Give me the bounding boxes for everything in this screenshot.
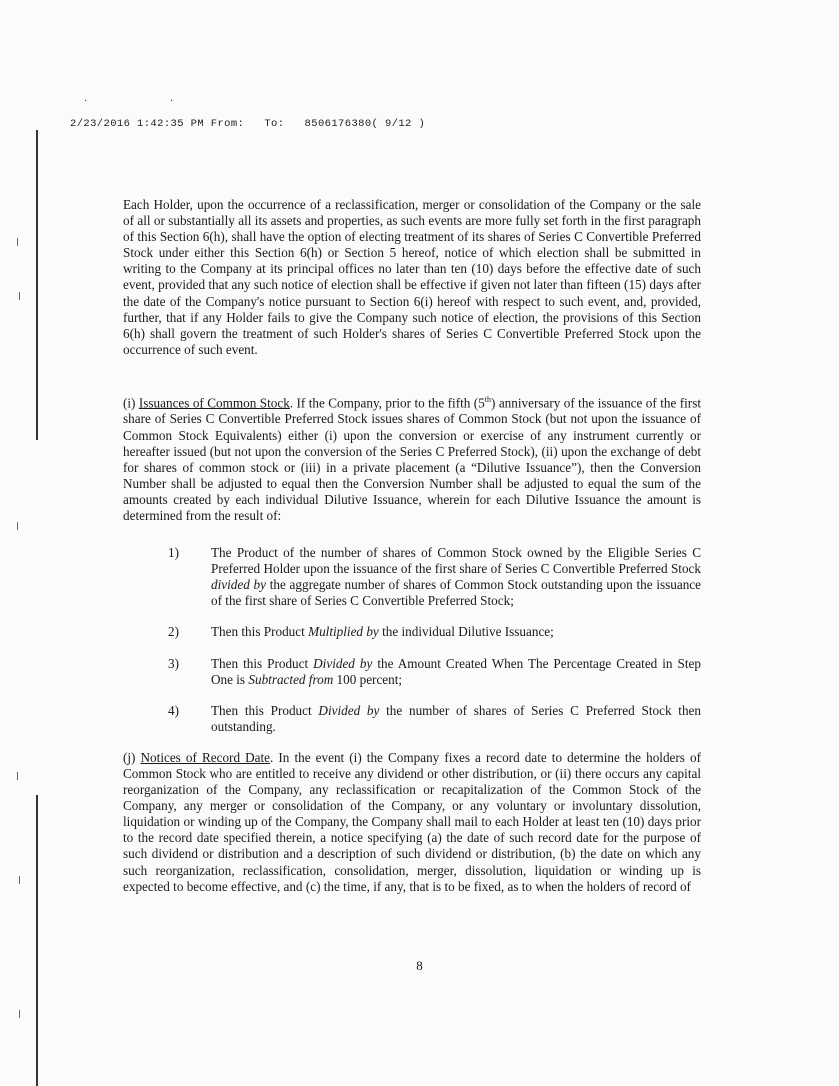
document-body: [123, 197, 701, 895]
step-emphasis-2: Subtracted from: [248, 671, 334, 687]
margin-line-top: [36, 130, 38, 440]
paragraph-section-6h: Each Holder, upon the occurrence of a reclassification, merger or consolidation of the Company or the sale of all or substantially all its assets and properties, as such events are more fully set forth in the first paragraph of this Section 6(h), shall have the option of electing treatment of its shares of Series C Convertible Preferred Stock under either this Section 6(h) or Section 5 hereof, notice of which election shall be submitted in writing to the Company at its principal offices no later than ten (10) days before the effective date of such event, provided that any such notice of election shall be effective if given not later than fifteen (15) days after the date of the Company's notice pursuant to Section 6(i) hereof with respect to such event, and, provided, further, that if any Holder fails to give the Company such notice of election, the provisions of this Section 6(h) shall govern the treatment of such Holder's shares of Series C Convertible Preferred Stock upon the occurrence of such event.: [123, 197, 701, 357]
list-item: [123, 624, 701, 640]
margin-tick: [17, 772, 18, 780]
step-text-a: Then this Product: [211, 624, 309, 640]
section-i-prefix: (i): [123, 395, 139, 411]
section-i-text-b: ) anniversary of the issuance of the first share of Series C Convertible Preferred Stock issues shares of Common Stock (but not upon the issuance of Common Stock Equivalents) either (i) upon the conversion or exercise of any instrument currently or hereafter issued (but not upon the conversion of the Series C Preferred Stock), (ii) upon the exchange of debt for shares of common stock or (iii) in a private placement (a “Dilutive Issuance”), then the Conversion Number shall be adjusted to equal then the Conversion Number shall be adjusted to equal the sum of the amounts created by each individual Dilutive Issuance, wherein for each Dilutive Issuance the amount is determined from the result of:: [123, 395, 701, 523]
list-item: [123, 703, 701, 735]
margin-tick: [19, 876, 20, 884]
step-text-b: the individual Dilutive Issuance;: [378, 624, 554, 640]
step-text-a: Then this Product: [211, 655, 314, 671]
section-j-heading: Notices of Record Date: [140, 749, 271, 765]
step-text: [211, 703, 701, 735]
step-emphasis: Multiplied by: [308, 624, 379, 640]
fax-marks: · ·: [84, 96, 214, 107]
step-number: 2): [168, 624, 179, 640]
margin-tick: [19, 1010, 20, 1018]
list-item: [123, 656, 701, 688]
step-text-a: Then this Product: [211, 702, 319, 718]
step-text-a: The Product of the number of shares of Common Stock owned by the Eligible Series C Preferred Holder upon the issuance of the first share of Series C Convertible Preferred Stock: [211, 545, 701, 577]
fax-header: 2/23/2016 1:42:35 PM From: To: 8506176380( 9/12 ): [70, 118, 426, 130]
step-number: 3): [168, 655, 179, 671]
section-i-heading: Issuances of Common Stock: [138, 395, 290, 411]
step-text: [211, 624, 701, 640]
margin-tick: [19, 292, 20, 300]
margin-line-bottom: [36, 795, 38, 1086]
step-text-b: the number of shares of Series C Preferred Stock then outstanding.: [211, 702, 701, 734]
step-number: 1): [168, 545, 179, 561]
step-emphasis: Divided by: [313, 655, 373, 671]
page-number: 8: [416, 958, 423, 973]
step-text-b: the Amount Created When The Percentage Created in Step One is: [211, 655, 701, 687]
step-text: [211, 545, 701, 609]
section-i-superscript: th: [484, 394, 492, 404]
list-item: [123, 545, 701, 609]
step-emphasis: Divided by: [318, 702, 380, 718]
section-j-prefix: (j): [123, 749, 141, 765]
steps-list: [123, 545, 701, 735]
margin-tick: [17, 522, 18, 530]
step-text-c: 100 percent;: [333, 671, 403, 687]
step-text-b: the aggregate number of shares of Common Stock outstanding upon the issuance of the first share of Series C Convertible Preferred Stock;: [211, 577, 701, 609]
section-j-text: . In the event (i) the Company fixes a record date to determine the holders of Common Stock who are entitled to receive any dividend or other distribution, or (ii) there occurs any capital reorganization of the Company, any reclassification or recapitalization of the Common Stock of the Company, any merger or consolidation of the Company, or any voluntary or involuntary dissolution, liquidation or winding up of the Company, the Company shall mail to each Holder at least ten (10) days prior to the record date specified therein, a notice specifying (a) the date of such record date for the purpose of such dividend or distribution and a description of such dividend or distribution, (b) the date on which any such reorganization, reclassification, consolidation, merger, dissolution, liquidation or winding up is expected to become effective, and (c) the time, if any, that is to be fixed, as to when the holders of record of: [123, 749, 701, 894]
margin-tick: [17, 238, 18, 246]
step-emphasis: divided by: [211, 577, 266, 593]
section-i-text-a: . If the Company, prior to the fifth (5: [289, 395, 485, 411]
paragraph-section-6j: [123, 750, 701, 895]
step-text: [211, 656, 701, 688]
paragraph-section-6i: [123, 392, 701, 524]
step-number: 4): [168, 702, 179, 718]
